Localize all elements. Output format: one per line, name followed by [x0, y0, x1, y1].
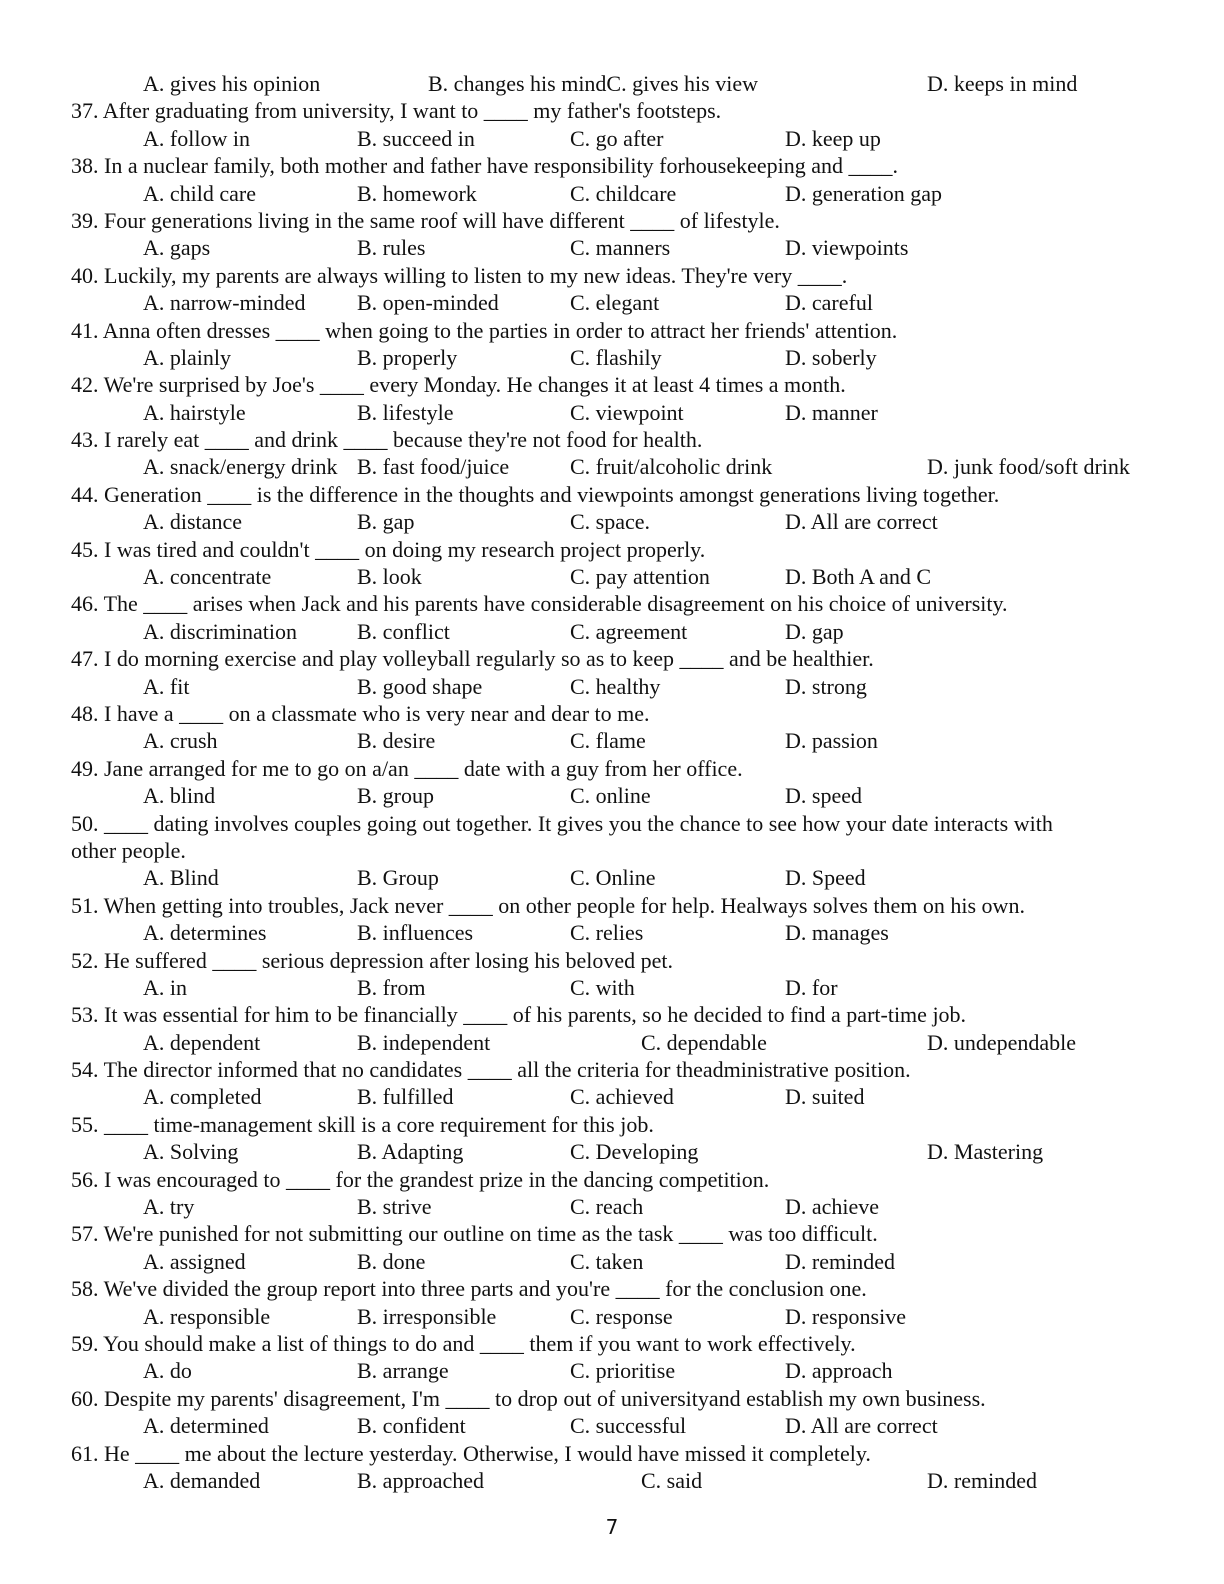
page-number: 7 [605, 1515, 619, 1539]
question-56-stem: 56. I was encouraged to ____ for the grandest prize in the dancing competition. [71, 1166, 770, 1192]
option-c: C. said [641, 1467, 703, 1493]
options-row-37 [71, 125, 1151, 152]
worksheet-page [71, 70, 1151, 1494]
option-d: D. manner [785, 399, 878, 425]
option-d: D. Both A and C [785, 564, 932, 590]
question-37-stem: 37. After graduating from university, I want to ____ my father's footsteps. [71, 98, 722, 124]
question-44-stem: 44. Generation ____ is the difference in the thoughts and viewpoints amongst generations living together. [71, 481, 1000, 507]
option-a: A. narrow-minded [143, 290, 306, 316]
option-b: B. arrange [357, 1358, 449, 1384]
option-c: C. elegant [570, 290, 660, 316]
option-a: A. child care [143, 180, 256, 206]
option-b: B. group [357, 783, 434, 809]
option-b: B. Adapting [357, 1139, 464, 1165]
option-d: D. suited [785, 1084, 865, 1110]
option-d: D. responsive [785, 1303, 906, 1329]
options-row-54 [71, 1083, 1151, 1110]
option-a: A. demanded [143, 1467, 261, 1493]
option-a: A. assigned [143, 1248, 246, 1274]
option-d: D. careful [785, 290, 873, 316]
options-row-57 [71, 1248, 1151, 1275]
option-b: B. independent [357, 1029, 491, 1055]
option-b: B. homework [357, 180, 477, 206]
option-d: D. achieve [785, 1194, 880, 1220]
option-a: A. discrimination [143, 618, 297, 644]
options-row-43 [71, 453, 1151, 480]
option-d: D. undependable [927, 1029, 1077, 1055]
option-c: C. Online [570, 865, 656, 891]
option-b: B. lifestyle [357, 399, 454, 425]
option-b: B. properly [357, 344, 458, 370]
option-a: A. crush [143, 728, 218, 754]
option-d: D. Speed [785, 865, 866, 891]
question-50-stem-continued: other people. [71, 837, 186, 863]
question-53-stem: 53. It was essential for him to be financially ____ of his parents, so he decided to find a part-time job. [71, 1002, 967, 1028]
option-d: D. strong [785, 673, 867, 699]
option-a: A. do [143, 1358, 192, 1384]
option-b: B. irresponsible [357, 1303, 497, 1329]
options-row-61 [71, 1467, 1151, 1494]
question-40-stem: 40. Luckily, my parents are always willing to listen to my new ideas. They're very ____. [71, 262, 848, 288]
question-42-stem: 42. We're surprised by Joe's ____ every Monday. He changes it at least 4 times a month. [71, 372, 846, 398]
question-57-stem: 57. We're punished for not submitting our outline on time as the task ____ was too difficult. [71, 1221, 878, 1247]
options-row-51 [71, 919, 1151, 946]
option-a: A. follow in [143, 125, 250, 151]
option-a: A. concentrate [143, 564, 272, 590]
option-b: B. approached [357, 1467, 485, 1493]
option-a: A. dependent [143, 1029, 261, 1055]
option-c: C. pay attention [570, 564, 710, 590]
option-c: C. response [570, 1303, 673, 1329]
option-d: D. manages [785, 920, 889, 946]
option-d: D. viewpoints [785, 235, 909, 261]
option-a: A. plainly [143, 344, 231, 370]
option-a: A. determines [143, 920, 267, 946]
option-d: D. for [785, 974, 838, 1000]
options-row-44 [71, 508, 1151, 535]
option-b: B. rules [357, 235, 426, 261]
option-c: C. flashily [570, 344, 662, 370]
options-row-46 [71, 618, 1151, 645]
option-c: C. Developing [570, 1139, 699, 1165]
option-b: B. desire [357, 728, 436, 754]
option-d: D. junk food/soft drink [927, 454, 1130, 480]
option-c: C. space. [570, 509, 651, 535]
option-b: B. Group [357, 865, 439, 891]
option-a: A. determined [143, 1413, 269, 1439]
options-row-55 [71, 1138, 1151, 1165]
option-a: A. responsible [143, 1303, 271, 1329]
option-a: A. blind [143, 783, 216, 809]
option-c: C. childcare [570, 180, 677, 206]
option-d: D. approach [785, 1358, 893, 1384]
question-54-stem: 54. The director informed that no candidates ____ all the criteria for theadministrative position. [71, 1057, 911, 1083]
option-b: B. changes his mindC. gives his view [428, 71, 758, 96]
option-a: A. hairstyle [143, 399, 246, 425]
options-row-48 [71, 727, 1151, 754]
option-d: D. speed [785, 783, 862, 809]
options-row-40 [71, 289, 1151, 316]
option-c: C. relies [570, 920, 644, 946]
question-47-stem: 47. I do morning exercise and play volleyball regularly so as to keep ____ and be healthier. [71, 646, 874, 672]
options-row-49 [71, 782, 1151, 809]
option-c: C. dependable [641, 1029, 767, 1055]
option-a: A. Blind [143, 865, 219, 891]
option-d: D. All are correct [785, 509, 938, 535]
options-row-45 [71, 563, 1151, 590]
options-row-47 [71, 673, 1151, 700]
question-38-stem: 38. In a nuclear family, both mother and father have responsibility forhousekeeping and ____. [71, 153, 898, 179]
option-c: C. with [570, 974, 635, 1000]
option-a: A. distance [143, 509, 242, 535]
options-row-38 [71, 180, 1151, 207]
options-row-56 [71, 1193, 1151, 1220]
option-b: B. open-minded [357, 290, 499, 316]
question-60-stem: 60. Despite my parents' disagreement, I'm ____ to drop out of universityand establish my own business. [71, 1385, 986, 1411]
question-61-stem: 61. He ____ me about the lecture yesterday. Otherwise, I would have missed it completely. [71, 1440, 871, 1466]
options-row-41 [71, 344, 1151, 371]
question-59-stem: 59. You should make a list of things to do and ____ them if you want to work effectively. [71, 1330, 856, 1356]
option-d: D. passion [785, 728, 878, 754]
question-45-stem: 45. I was tired and couldn't ____ on doing my research project properly. [71, 536, 706, 562]
options-row-50 [71, 864, 1151, 891]
option-d: D. soberly [785, 344, 877, 370]
option-d: D. Mastering [927, 1139, 1044, 1165]
question-58-stem: 58. We've divided the group report into three parts and you're ____ for the conclusion one. [71, 1276, 867, 1302]
option-b: B. confident [357, 1413, 466, 1439]
option-d: D. generation gap [785, 180, 942, 206]
option-b: B. done [357, 1248, 426, 1274]
option-b: B. gap [357, 509, 415, 535]
option-b: B. influences [357, 920, 474, 946]
option-a: A. Solving [143, 1139, 239, 1165]
options-row-53 [71, 1029, 1151, 1056]
option-b: B. conflict [357, 618, 450, 644]
option-a: A. gives his opinion [143, 71, 321, 96]
question-39-stem: 39. Four generations living in the same roof will have different ____ of lifestyle. [71, 207, 780, 233]
option-c: C. prioritise [570, 1358, 676, 1384]
option-c: C. manners [570, 235, 671, 261]
option-c: C. agreement [570, 618, 688, 644]
option-a: A. snack/energy drink [143, 454, 338, 480]
option-b: B. succeed in [357, 125, 475, 151]
option-c: C. flame [570, 728, 646, 754]
question-52-stem: 52. He suffered ____ serious depression after losing his beloved pet. [71, 947, 674, 973]
option-b: B. fast food/juice [357, 454, 510, 480]
question-48-stem: 48. I have a ____ on a classmate who is very near and dear to me. [71, 700, 650, 726]
option-a: A. try [143, 1194, 195, 1220]
question-51-stem: 51. When getting into troubles, Jack never ____ on other people for help. Healways solves them on his own. [71, 892, 1025, 918]
options-row-52 [71, 974, 1151, 1001]
option-a: A. gaps [143, 235, 211, 261]
options-row-59 [71, 1357, 1151, 1384]
question-49-stem: 49. Jane arranged for me to go on a/an ____ date with a guy from her office. [71, 755, 743, 781]
option-d: D. reminded [927, 1467, 1037, 1493]
option-c: C. go after [570, 125, 664, 151]
option-d: D. keeps in mind [927, 71, 1078, 96]
question-46-stem: 46. The ____ arises when Jack and his parents have considerable disagreement on his choice of university. [71, 591, 1008, 617]
options-row-36 [71, 70, 1151, 97]
option-c: C. achieved [570, 1084, 674, 1110]
question-41-stem: 41. Anna often dresses ____ when going to the parties in order to attract her friends' attention. [71, 317, 898, 343]
option-b: B. strive [357, 1194, 432, 1220]
question-43-stem: 43. I rarely eat ____ and drink ____ because they're not food for health. [71, 427, 703, 453]
option-c: C. reach [570, 1194, 644, 1220]
option-a: A. fit [143, 673, 190, 699]
question-55-stem: 55. ____ time-management skill is a core requirement for this job. [71, 1111, 654, 1137]
question-50-stem: 50. ____ dating involves couples going out together. It gives you the chance to see how your date interacts with [71, 810, 1053, 836]
option-c: C. fruit/alcoholic drink [570, 454, 773, 480]
option-c: C. healthy [570, 673, 661, 699]
option-d: D. All are correct [785, 1413, 938, 1439]
option-c: C. online [570, 783, 651, 809]
option-b: B. good shape [357, 673, 483, 699]
option-b: B. from [357, 974, 426, 1000]
options-row-60 [71, 1412, 1151, 1439]
options-row-39 [71, 234, 1151, 261]
option-a: A. in [143, 974, 187, 1000]
option-b: B. fulfilled [357, 1084, 454, 1110]
option-c: C. taken [570, 1248, 644, 1274]
option-d: D. reminded [785, 1248, 895, 1274]
option-d: D. gap [785, 618, 844, 644]
option-c: C. successful [570, 1413, 687, 1439]
option-b: B. look [357, 564, 422, 590]
option-d: D. keep up [785, 125, 881, 151]
options-row-42 [71, 399, 1151, 426]
option-a: A. completed [143, 1084, 262, 1110]
options-row-58 [71, 1303, 1151, 1330]
option-c: C. viewpoint [570, 399, 684, 425]
